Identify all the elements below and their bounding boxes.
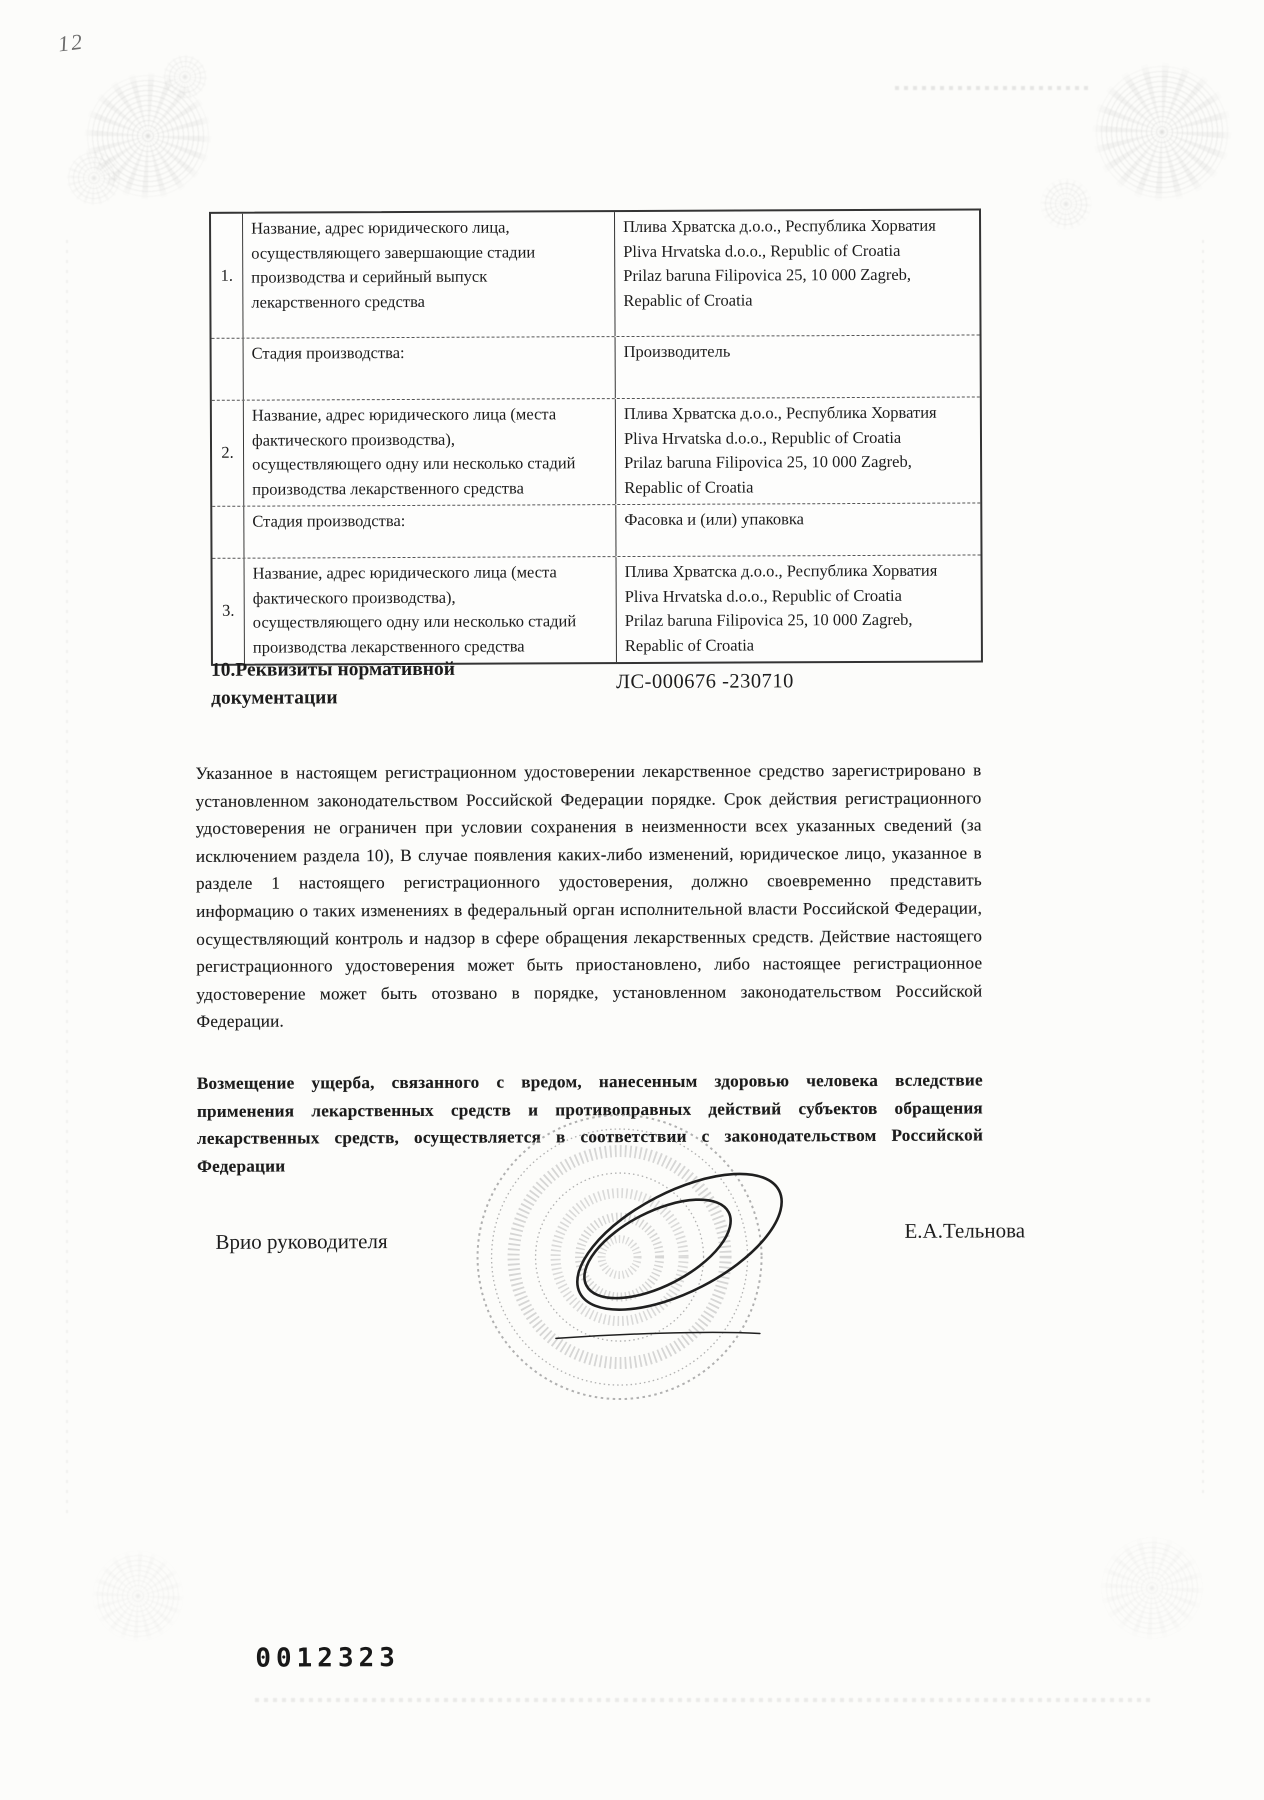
row-value: Плива Хрватска д.о.о., Республика Хорватия Pliva Hrvatska d.o.o., Republic of Croatia Prilaz baruna Filipovica 25, 10 000 Zagreb, Repablic of Croatia [623, 215, 936, 310]
section-10 [211, 653, 983, 712]
row-number [212, 339, 244, 400]
table-row [212, 502, 980, 557]
row-label: Название, адрес юридического лица, осуществляющего завершающие стадии производства и серийный выпуск лекарственного средства [243, 212, 616, 338]
signatory-role: Врио руководителя [215, 1229, 388, 1254]
row-label: Стадия производства: [244, 337, 616, 400]
official-stamp [451, 1091, 797, 1423]
registration-terms-paragraph: Указанное в настоящем регистрационном удостоверении лекарственное средство зарегистрировано в установленном законодательством Российской Федерации порядке. Срок действия регистрационного удостоверения не ограничен при условии сохранения в неизменности всех указанных сведений (за исключением раздела 10), В случае появления каких-либо изменений, юридическое лицо, указанное в разделе 1 настоящего регистрационного удостоверения, должно своевременно представить информацию о таких изменениях в федеральный орган исполнительной власти Российской Федерации, осуществляющий контроль и надзор в сфере обращения лекарственных средств. Действие настоящего регистрационного удостоверения может быть приостановлено, либо настоящее регистрационное удостоверение может быть отозвано в порядке, установленном законодательством Российской Федерации. [195, 760, 983, 1032]
manufacturer-table [209, 208, 983, 665]
handwritten-page-number: 12 [56, 28, 86, 57]
row-value: Фасовка и (или) упаковка [624, 509, 805, 530]
normative-doc-number: ЛС-000676 -230710 [616, 670, 794, 694]
row-number: 1. [211, 214, 244, 338]
form-serial-number: 0012323 [255, 1643, 400, 1674]
table-row [213, 554, 981, 663]
table-row [212, 334, 980, 399]
signature [555, 1146, 797, 1338]
row-label: Стадия производства: [244, 505, 616, 558]
row-number [212, 507, 244, 558]
row-number: 2. [212, 401, 244, 506]
row-value: Плива Хрватска д.о.о., Республика Хорватия Pliva Hrvatska d.o.o., Republic of Croatia Prilaz baruna Filipovica 25, 10 000 Zagreb, Repablic of Croatia [624, 560, 938, 655]
section-10-heading: 10.Реквизиты нормативной документации [210, 658, 455, 709]
row-label: Название, адрес юридического лица (места фактического производства), осуществляющего одну или несколько стадий производства лекарственного средства [244, 399, 616, 506]
row-number: 3. [213, 559, 245, 664]
row-value: Плива Хрватска д.о.о., Республика Хорватия Pliva Hrvatska d.o.o., Republic of Croatia Prilaz baruna Filipovica 25, 10 000 Zagreb, Repablic of Croatia [623, 402, 937, 497]
row-value: Производитель [623, 341, 731, 362]
signatory-name: Е.А.Тельнова [904, 1218, 1026, 1243]
compensation-paragraph: Возмещение ущерба, связанного с вредом, нанесенным здоровью человека вследствие применения лекарственных средств и противоправных действий субъектов обращения лекарственных средств, осуществляется в соответствии с законодательством Российской Федерации [196, 1070, 984, 1176]
row-label: Название, адрес юридического лица (места фактического производства), осуществляющего одну или несколько стадий производства лекарственного средства [245, 557, 617, 664]
stamp-and-signature [451, 1091, 797, 1428]
table-row [211, 210, 980, 337]
table-row [212, 396, 980, 505]
